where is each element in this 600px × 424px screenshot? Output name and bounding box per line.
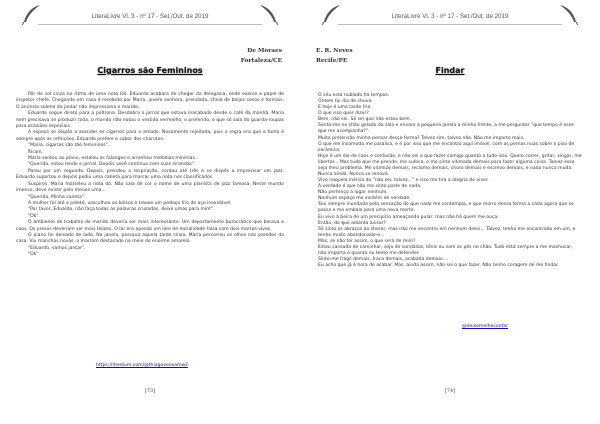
- text-line: Ontem foi dia de chuva.: [318, 99, 373, 105]
- text-line: O que isso quer dizer?: [318, 111, 369, 117]
- text-line: Vivo naquela inércia do "não sei, talvez..." e isso me tira a alegria do viver.: [318, 178, 489, 184]
- author-place: Recife/PE: [316, 58, 348, 64]
- text-line: E hoje é uma tarde fria.: [318, 105, 372, 111]
- author-block: [241, 46, 282, 66]
- paragraph: Maria sentou ao piano, estalou as falanges e arranhou melodias mínimas.: [28, 156, 197, 162]
- paragraph: A mulher foi até o paletó, vasculhou os bolsos e trouxe um pedaço frio de aço inoxidável.: [28, 200, 232, 206]
- header-title: LiteraLivre Vl. 3 - nº 17 - Set./Out. de 2019: [91, 13, 209, 20]
- page-number: [73]: [144, 388, 156, 394]
- paragraph: O piano foi deixado de lado. Na janela, passava aquela tarde cinza. Maria percorreu os olhos nas paredes da casa. Viu manchas novas, o marrom destacado no meio do enorme amarelo.: [16, 232, 284, 245]
- text-line: A verdade é que não me sinto parte de nada.: [318, 184, 422, 190]
- paragraph: "Ok".: [28, 252, 40, 258]
- right-page: [300, 0, 600, 424]
- text-line: Estou cansada de caminhar, seja de sandálias, tênis ou com os pés no chão. Tudo está sempre a me machucar, não importa o quanto eu tente me defender.: [318, 244, 573, 257]
- author-place: Fortaleza/CE: [240, 58, 282, 64]
- author-block: [316, 46, 353, 66]
- paragraph: O ambiente de trabalho do marido deveria ser mais interessante. Um departamento burocrático que berava o caos. Os presos deveriam ser mais felizes. O lar era apenas um lote de moralidade falsa com dois mortos-vivos.: [16, 220, 284, 232]
- author-name: E. R. Neves: [316, 48, 353, 54]
- text-line: Muita pretensão minha pensar dessa forma? Talvez sim, talvez não. Não me importo mais.: [318, 135, 525, 141]
- author-link[interactable]: @deixemelhecontar: [462, 324, 509, 329]
- paragraph: Riram.: [28, 149, 43, 155]
- author-name: De Moraes: [247, 48, 282, 54]
- story-title: Findar: [435, 66, 465, 75]
- page-number: [74]: [444, 388, 456, 394]
- paragraph: Eduardo segue direto para a poltrona. Desdobra o jornal que estava inacabado desde o café da manhã. Maria nem precisava se produzir toda, o marido não notou o vestido vermelho, o preferido, o que só saía do guarda-roupas para ocasiões especiais.: [16, 111, 284, 130]
- text-line: Sento-me no chão gelado da sala e encaro a pequena janela a minha frente, a me perguntar "que tempo é esse que me acompanha?".: [318, 123, 574, 135]
- quill-icon: [258, 4, 280, 26]
- text-line: O que me incomoda me paralisa, e é por isso que me encontro aqui imóvel, com as pernas nuas sobre o piso de cerâmica.: [318, 141, 575, 153]
- paragraph: Suspiros. Maria marteleu a nota dó. Não saía de cor o nome de uma pianista de jazz famosa. Neste mundo imenso, deve existir pelo menos uma...: [16, 181, 284, 194]
- text-line: Hoje é um dia de caos e confusão, e não sei o que fazer comigo quanto a tudo isso. Quero correr, gritar, xingar, me libertar... Mas tudo que me prende, me sufoca, e me sinto vitimada demais para fazer alguma coisa. Talvez esse seja meu problema. Me vitimizo demais, reclamo demais, choro demais e escrevo demais, e nada nunca muda. Nunca ainda. Nunca se renova.: [318, 153, 582, 178]
- paragraph: Pôr do sol cinza no ritmo de uma nota Dó. Eduardo acabara de chegar da delegacia, onde exerce o papel de inspetor chefe. Chegando em casa é recebido por Maria, jovem senhora, prendada, cheia de beijos secos e formais. O anúncio solene do jantar não impressiona o marido.: [16, 92, 284, 110]
- text-line: Nenhum espaço me contém de verdade.: [318, 196, 411, 202]
- text-line: Eu acho que já é hora de acabar. Mas, ainda assim, não sei o que fazer. Não tenho coragem de me findar.: [318, 263, 559, 269]
- paragraph: "Querida, estou lendo o jornal. Depois você continua com suas cirandas".: [28, 162, 196, 168]
- text-line: Não pertenço a lugar nenhum.: [318, 190, 388, 196]
- paragraph: "Por favor, Eduardo, não faça todas as palavras cruzadas, deixe umas para mim".: [28, 207, 215, 213]
- paragraph: "Eduardo, vamos jantar".: [28, 245, 86, 251]
- text-line: Só sinto os abraços ao chorar, mas não me encontro em nenhum deles... Talvez, tenha me encontrado em um, e tenho muito abandonado-o...: [318, 226, 576, 238]
- text-line: Então, do que adianta avisar?: [318, 220, 386, 226]
- paragraph: "Querida. Minha caneta".: [28, 194, 86, 200]
- text-line: O céu está nublado há tempos.: [318, 93, 390, 98]
- page-header: [20, 4, 280, 30]
- paragraph: Parou por um segundo. Depois, prendeu a respiração, contou até três e se dispôs a improvisar um jazz. Eduardo suportou e depois pediu uma caneta para marcar uma nota nos classificados.: [16, 168, 284, 181]
- paragraph: A esposa se dispôs a acender os cigarros para o amado. Novamente rejeitada, pois a regra era que o fumo é sempre após as refeições. Eduardo prefere o sabor dos charutos.: [16, 130, 284, 142]
- story-body: [16, 92, 284, 259]
- text-line: Sou sempre inundada pela sensação de que nada me contempla, e que morro dessa forma a cada agora que se passa e me embala para uma nova morte.: [318, 202, 574, 214]
- text-line: Eu vivo à beira de um precipício ameaçando pular, mas não há quem me ouça.: [318, 214, 499, 220]
- text-line: Bem, não sei. Só sei que não estou bem.: [318, 117, 411, 123]
- quill-icon: [558, 4, 580, 26]
- author-link[interactable]: https://medium.com/@thiagovensamw2: [96, 363, 189, 368]
- text-line: Sinto-me frágil demais, fraca demais, acabada demais....: [318, 257, 449, 263]
- header-title: LiteraLivre Vl. 3 - nº 17 - Set./Out. de 2019: [391, 13, 509, 20]
- story-body: [318, 93, 582, 269]
- text-line: Mas, se não for assim, o que será de mim?: [318, 238, 416, 244]
- paragraph: "Maria, cigarros são tão femininos".: [28, 143, 110, 149]
- story-title: Cigarros são Femininos: [97, 66, 203, 75]
- page-header: [320, 4, 580, 30]
- paragraph: "Ok".: [28, 213, 40, 219]
